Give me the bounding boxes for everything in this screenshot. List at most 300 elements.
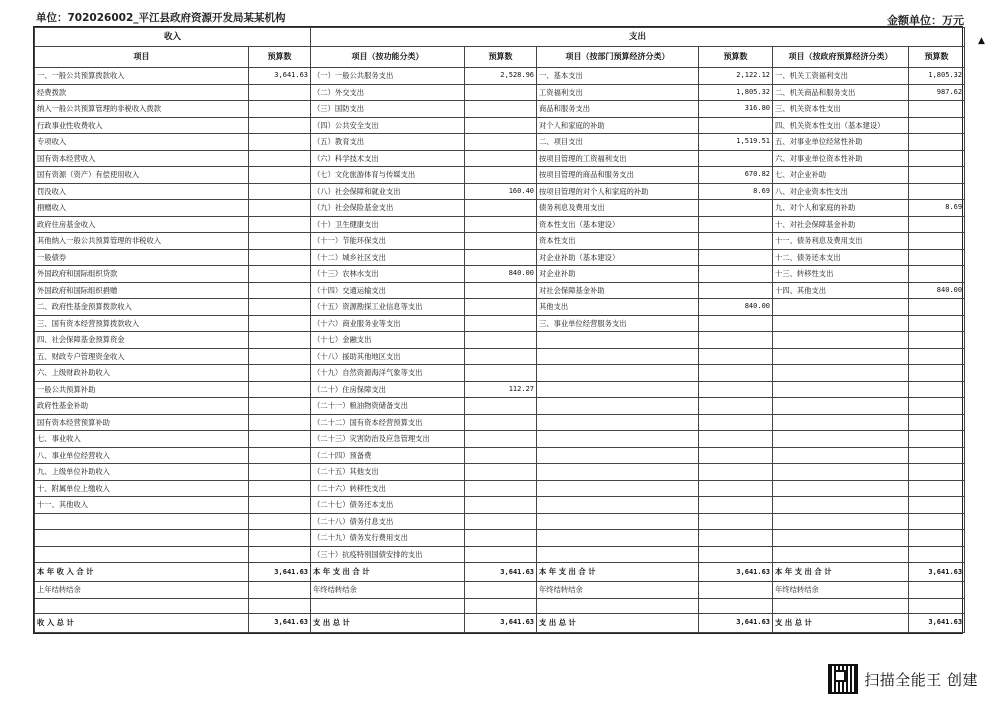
budget-value-cell: [249, 398, 311, 415]
budget-value-cell: [909, 117, 965, 134]
item-label-cell: [773, 299, 909, 316]
item-label-cell: （六）科学技术支出: [311, 150, 465, 167]
item-label-cell: [537, 414, 699, 431]
carry-out-value: [909, 582, 965, 599]
item-label-cell: 八、对企业资本性支出: [773, 183, 909, 200]
item-label-cell: 三、机关资本性支出: [773, 101, 909, 118]
budget-value-cell: [699, 398, 773, 415]
spacer-cell: [465, 598, 537, 613]
budget-value-cell: [909, 414, 965, 431]
total-expense-label: 支 出 总 计: [537, 613, 699, 632]
item-label-cell: （二十二）国有资本经营预算支出: [311, 414, 465, 431]
item-label-cell: 二、机关商品和服务支出: [773, 84, 909, 101]
budget-value-cell: [909, 216, 965, 233]
column-header: 项目: [35, 47, 249, 68]
budget-value-cell: [909, 398, 965, 415]
budget-value-cell: [465, 134, 537, 151]
unit-label: 单位：702026002_平江县政府资源开发局某某机构: [36, 12, 286, 24]
item-label-cell: （一）一般公共服务支出: [311, 68, 465, 85]
item-label-cell: 外国政府和国际组织贷款: [35, 266, 249, 283]
year-income-value: 3,641.63: [249, 563, 311, 582]
item-label-cell: 其他支出: [537, 299, 699, 316]
total-income-label: 收 入 总 计: [35, 613, 249, 632]
carryover-row: [35, 582, 965, 599]
carry-in-label: 上年结转结余: [35, 582, 249, 599]
item-label-cell: 十四、其他支出: [773, 282, 909, 299]
budget-value-cell: 840.00: [699, 299, 773, 316]
item-label-cell: 七、对企业补助: [773, 167, 909, 184]
item-label-cell: 按项目管理的工资福利支出: [537, 150, 699, 167]
budget-value-cell: [909, 101, 965, 118]
budget-value-cell: [249, 200, 311, 217]
item-label-cell: 一般公共预算补助: [35, 381, 249, 398]
scanner-watermark: [828, 664, 978, 694]
budget-value-cell: [249, 414, 311, 431]
item-label-cell: [773, 398, 909, 415]
budget-value-cell: [909, 480, 965, 497]
table-row: [35, 513, 965, 530]
item-label-cell: （二十）住房保障支出: [311, 381, 465, 398]
budget-value-cell: [465, 546, 537, 563]
budget-value-cell: [909, 365, 965, 382]
item-label-cell: 资本性支出（基本建设）: [537, 216, 699, 233]
budget-value-cell: [465, 150, 537, 167]
budget-value-cell: [249, 513, 311, 530]
item-label-cell: （二十一）粮油物资储备支出: [311, 398, 465, 415]
item-label-cell: 六、对事业单位资本性补助: [773, 150, 909, 167]
total-expense-label: 支 出 总 计: [773, 613, 909, 632]
item-label-cell: （三）国防支出: [311, 101, 465, 118]
budget-value-cell: [465, 513, 537, 530]
table-row: [35, 68, 965, 85]
item-label-cell: 经费拨款: [35, 84, 249, 101]
budget-value-cell: [465, 530, 537, 547]
budget-value-cell: [909, 348, 965, 365]
spacer-cell: [35, 598, 249, 613]
budget-value-cell: 2,528.96: [465, 68, 537, 85]
item-label-cell: [537, 480, 699, 497]
table-row: [35, 233, 965, 250]
table-row: [35, 200, 965, 217]
spacer-cell: [909, 598, 965, 613]
table-row: [35, 480, 965, 497]
item-label-cell: [537, 513, 699, 530]
item-label-cell: 二、项目支出: [537, 134, 699, 151]
year-expense-label: 本 年 支 出 合 计: [773, 563, 909, 582]
item-label-cell: 一、基本支出: [537, 68, 699, 85]
budget-value-cell: 840.00: [465, 266, 537, 283]
item-label-cell: 十二、债务还本支出: [773, 249, 909, 266]
budget-value-cell: [699, 315, 773, 332]
table-row: [35, 414, 965, 431]
table-row: [35, 464, 965, 481]
item-label-cell: 专项收入: [35, 134, 249, 151]
budget-value-cell: [699, 447, 773, 464]
budget-value-cell: [909, 299, 965, 316]
budget-value-cell: [909, 447, 965, 464]
item-label-cell: 行政事业性收费收入: [35, 117, 249, 134]
item-label-cell: 一、一般公共预算拨款收入: [35, 68, 249, 85]
budget-value-cell: [465, 480, 537, 497]
item-label-cell: [773, 497, 909, 514]
budget-value-cell: [909, 266, 965, 283]
item-label-cell: （二）外交支出: [311, 84, 465, 101]
budget-value-cell: [909, 497, 965, 514]
item-label-cell: [773, 530, 909, 547]
budget-value-cell: [465, 117, 537, 134]
budget-value-cell: 987.62: [909, 84, 965, 101]
item-label-cell: 对企业补助: [537, 266, 699, 283]
budget-value-cell: 1,519.51: [699, 134, 773, 151]
item-label-cell: （十二）城乡社区支出: [311, 249, 465, 266]
column-header: 项目（按政府预算经济分类）: [773, 47, 909, 68]
item-label-cell: 对企业补助（基本建设）: [537, 249, 699, 266]
budget-value-cell: [465, 464, 537, 481]
grand-total-row: [35, 613, 965, 632]
budget-value-cell: [909, 530, 965, 547]
table-row: [35, 282, 965, 299]
table-row: [35, 381, 965, 398]
budget-value-cell: 2,122.12: [699, 68, 773, 85]
table-row: [35, 497, 965, 514]
item-label-cell: （十四）交通运输支出: [311, 282, 465, 299]
item-label-cell: （十六）商业服务业等支出: [311, 315, 465, 332]
budget-value-cell: [699, 216, 773, 233]
column-header: 预算数: [909, 47, 965, 68]
budget-value-cell: [909, 134, 965, 151]
expense-section-title: 支出: [311, 28, 965, 47]
column-header: 预算数: [699, 47, 773, 68]
item-label-cell: 按项目管理的商品和服务支出: [537, 167, 699, 184]
item-label-cell: 二、政府性基金预算拨款收入: [35, 299, 249, 316]
item-label-cell: 债务利息及费用支出: [537, 200, 699, 217]
budget-value-cell: [465, 249, 537, 266]
item-label-cell: 外国政府和国际组织捐赠: [35, 282, 249, 299]
budget-value-cell: [909, 513, 965, 530]
table-row: [35, 134, 965, 151]
budget-value-cell: 3,641.63: [249, 68, 311, 85]
item-label-cell: 五、财政专户管理资金收入: [35, 348, 249, 365]
budget-value-cell: [249, 447, 311, 464]
budget-value-cell: [699, 381, 773, 398]
item-label-cell: 政府住房基金收入: [35, 216, 249, 233]
budget-value-cell: [699, 249, 773, 266]
item-label-cell: [773, 464, 909, 481]
item-label-cell: 其他纳入一般公共预算管理的非税收入: [35, 233, 249, 250]
budget-value-cell: 670.82: [699, 167, 773, 184]
item-label-cell: 政府性基金补助: [35, 398, 249, 415]
budget-value-cell: [699, 497, 773, 514]
section-header-row: [35, 28, 965, 47]
year-total-row: [35, 563, 965, 582]
budget-value-cell: [909, 183, 965, 200]
budget-value-cell: [249, 282, 311, 299]
year-expense-label: 本 年 支 出 合 计: [537, 563, 699, 582]
budget-value-cell: [249, 431, 311, 448]
item-label-cell: （十九）自然资源海洋气象等支出: [311, 365, 465, 382]
item-label-cell: 资本性支出: [537, 233, 699, 250]
item-label-cell: 七、事业收入: [35, 431, 249, 448]
carry-in-value: [249, 582, 311, 599]
budget-value-cell: 840.00: [909, 282, 965, 299]
item-label-cell: [537, 365, 699, 382]
item-label-cell: 国有资本经营预算补助: [35, 414, 249, 431]
budget-value-cell: [465, 315, 537, 332]
budget-value-cell: [465, 282, 537, 299]
item-label-cell: （十三）农林水支出: [311, 266, 465, 283]
spacer-cell: [537, 598, 699, 613]
item-label-cell: 十、附属单位上缴收入: [35, 480, 249, 497]
qr-code-icon: [828, 664, 858, 694]
budget-value-cell: 1,805.32: [699, 84, 773, 101]
item-label-cell: [773, 447, 909, 464]
item-label-cell: （三十）抗疫特别国债安排的支出: [311, 546, 465, 563]
budget-value-cell: [249, 84, 311, 101]
scanner-text: 扫描全能王 创建: [864, 670, 978, 689]
item-label-cell: 三、事业单位经营服务支出: [537, 315, 699, 332]
spacer-cell: [773, 598, 909, 613]
item-label-cell: [537, 332, 699, 349]
budget-value-cell: [465, 398, 537, 415]
budget-value-cell: [465, 200, 537, 217]
carry-out-value: [699, 582, 773, 599]
budget-value-cell: 160.40: [465, 183, 537, 200]
year-expense-value: 3,641.63: [909, 563, 965, 582]
item-label-cell: [537, 447, 699, 464]
total-income-value: 3,641.63: [249, 613, 311, 632]
budget-value-cell: [909, 431, 965, 448]
item-label-cell: [537, 348, 699, 365]
column-header: 项目（按部门预算经济分类）: [537, 47, 699, 68]
item-label-cell: （二十九）债务发行费用支出: [311, 530, 465, 547]
item-label-cell: 商品和服务支出: [537, 101, 699, 118]
budget-value-cell: 112.27: [465, 381, 537, 398]
income-section-title: 收入: [35, 28, 311, 47]
table-row: [35, 117, 965, 134]
budget-value-cell: [909, 150, 965, 167]
budget-value-cell: [249, 365, 311, 382]
column-header: 预算数: [465, 47, 537, 68]
budget-value-cell: 8.69: [699, 183, 773, 200]
budget-value-cell: [249, 381, 311, 398]
budget-value-cell: [465, 414, 537, 431]
item-label-cell: 十一、其他收入: [35, 497, 249, 514]
spacer-cell: [311, 598, 465, 613]
table-row: [35, 216, 965, 233]
table-row: [35, 398, 965, 415]
budget-value-cell: 1,805.32: [909, 68, 965, 85]
table-row: [35, 431, 965, 448]
item-label-cell: 五、对事业单位经常性补助: [773, 134, 909, 151]
item-label-cell: [35, 546, 249, 563]
budget-value-cell: [249, 167, 311, 184]
item-label-cell: 国有资源（资产）有偿使用收入: [35, 167, 249, 184]
budget-value-cell: [909, 167, 965, 184]
budget-value-cell: [699, 464, 773, 481]
total-expense-value: 3,641.63: [909, 613, 965, 632]
table-row: [35, 249, 965, 266]
budget-value-cell: [909, 233, 965, 250]
budget-value-cell: [699, 348, 773, 365]
item-label-cell: 十一、债务利息及费用支出: [773, 233, 909, 250]
budget-value-cell: 316.80: [699, 101, 773, 118]
item-label-cell: （九）社会保险基金支出: [311, 200, 465, 217]
budget-value-cell: [465, 101, 537, 118]
budget-value-cell: [699, 266, 773, 283]
budget-value-cell: [699, 117, 773, 134]
budget-value-cell: [249, 299, 311, 316]
budget-value-cell: [909, 546, 965, 563]
item-label-cell: 按项目管理的对个人和家庭的补助: [537, 183, 699, 200]
item-label-cell: 一般债券: [35, 249, 249, 266]
budget-value-cell: [249, 546, 311, 563]
item-label-cell: 六、上级财政补助收入: [35, 365, 249, 382]
budget-value-cell: [249, 332, 311, 349]
table-row: [35, 315, 965, 332]
total-expense-value: 3,641.63: [465, 613, 537, 632]
item-label-cell: （七）文化旅游体育与传媒支出: [311, 167, 465, 184]
item-label-cell: [537, 431, 699, 448]
column-header: 预算数: [249, 47, 311, 68]
column-header-row: [35, 47, 965, 68]
item-label-cell: [537, 398, 699, 415]
item-label-cell: 国有资本经营收入: [35, 150, 249, 167]
item-label-cell: [537, 546, 699, 563]
budget-value-cell: [465, 447, 537, 464]
budget-value-cell: [909, 332, 965, 349]
budget-table: [34, 27, 965, 633]
budget-value-cell: [249, 134, 311, 151]
item-label-cell: 九、上级单位补助收入: [35, 464, 249, 481]
table-row: [35, 332, 965, 349]
budget-value-cell: [249, 315, 311, 332]
carry-out-label: 年终结转结余: [537, 582, 699, 599]
table-row: [35, 348, 965, 365]
year-expense-value: 3,641.63: [465, 563, 537, 582]
item-label-cell: （十八）援助其他地区支出: [311, 348, 465, 365]
carry-out-label: 年终结转结余: [773, 582, 909, 599]
spacer-cell: [249, 598, 311, 613]
item-label-cell: （八）社会保障和就业支出: [311, 183, 465, 200]
item-label-cell: （二十六）转移性支出: [311, 480, 465, 497]
item-label-cell: 纳入一般公共预算管理的非税收入拨款: [35, 101, 249, 118]
item-label-cell: 对个人和家庭的补助: [537, 117, 699, 134]
budget-value-cell: [699, 332, 773, 349]
budget-value-cell: [465, 167, 537, 184]
item-label-cell: 一、机关工资福利支出: [773, 68, 909, 85]
budget-value-cell: [249, 266, 311, 283]
year-expense-label: 本 年 支 出 合 计: [311, 563, 465, 582]
item-label-cell: 十三、转移性支出: [773, 266, 909, 283]
year-expense-value: 3,641.63: [699, 563, 773, 582]
item-label-cell: （二十四）预备费: [311, 447, 465, 464]
item-label-cell: （十）卫生健康支出: [311, 216, 465, 233]
budget-value-cell: [465, 299, 537, 316]
table-row: [35, 101, 965, 118]
budget-value-cell: [909, 249, 965, 266]
budget-value-cell: [465, 233, 537, 250]
item-label-cell: （二十三）灾害防治及应急管理支出: [311, 431, 465, 448]
item-label-cell: （十七）金融支出: [311, 332, 465, 349]
table-row: [35, 546, 965, 563]
budget-value-cell: [699, 282, 773, 299]
item-label-cell: （二十七）债务还本支出: [311, 497, 465, 514]
item-label-cell: [773, 546, 909, 563]
spacer-row: [35, 598, 965, 613]
item-label-cell: （十五）资源勘探工业信息等支出: [311, 299, 465, 316]
item-label-cell: （二十五）其他支出: [311, 464, 465, 481]
budget-value-cell: [909, 464, 965, 481]
budget-value-cell: [249, 150, 311, 167]
item-label-cell: [773, 348, 909, 365]
item-label-cell: 四、社会保障基金预算资金: [35, 332, 249, 349]
item-label-cell: [537, 464, 699, 481]
column-header: 项目（按功能分类）: [311, 47, 465, 68]
budget-value-cell: [465, 431, 537, 448]
budget-value-cell: [249, 183, 311, 200]
item-label-cell: 罚没收入: [35, 183, 249, 200]
item-label-cell: 十、对社会保障基金补助: [773, 216, 909, 233]
budget-value-cell: [699, 513, 773, 530]
item-label-cell: 八、事业单位经营收入: [35, 447, 249, 464]
carry-out-label: 年终结转结余: [311, 582, 465, 599]
budget-sheet: [33, 26, 963, 634]
budget-value-cell: [249, 117, 311, 134]
budget-value-cell: 8.69: [909, 200, 965, 217]
item-label-cell: [773, 480, 909, 497]
budget-value-cell: [699, 150, 773, 167]
item-label-cell: 对社会保障基金补助: [537, 282, 699, 299]
item-label-cell: [773, 332, 909, 349]
table-row: [35, 150, 965, 167]
item-label-cell: （五）教育支出: [311, 134, 465, 151]
budget-value-cell: [699, 233, 773, 250]
item-label-cell: [773, 365, 909, 382]
budget-value-cell: [249, 216, 311, 233]
budget-value-cell: [909, 381, 965, 398]
edge-marker: ▲: [978, 36, 985, 46]
budget-value-cell: [465, 348, 537, 365]
amount-unit-label: 金额单位：万元: [887, 14, 964, 27]
item-label-cell: [35, 530, 249, 547]
table-row: [35, 266, 965, 283]
total-expense-value: 3,641.63: [699, 613, 773, 632]
item-label-cell: [773, 381, 909, 398]
budget-value-cell: [465, 216, 537, 233]
item-label-cell: 捐赠收入: [35, 200, 249, 217]
table-row: [35, 447, 965, 464]
item-label-cell: 四、机关资本性支出（基本建设）: [773, 117, 909, 134]
item-label-cell: 九、对个人和家庭的补助: [773, 200, 909, 217]
table-row: [35, 365, 965, 382]
total-expense-label: 支 出 总 计: [311, 613, 465, 632]
table-row: [35, 167, 965, 184]
item-label-cell: （二十八）债务付息支出: [311, 513, 465, 530]
budget-value-cell: [699, 431, 773, 448]
budget-value-cell: [699, 546, 773, 563]
item-label-cell: 三、国有资本经营预算拨款收入: [35, 315, 249, 332]
table-row: [35, 299, 965, 316]
budget-value-cell: [465, 332, 537, 349]
item-label-cell: [773, 431, 909, 448]
spacer-cell: [699, 598, 773, 613]
year-income-label: 本 年 收 入 合 计: [35, 563, 249, 582]
budget-value-cell: [909, 315, 965, 332]
budget-value-cell: [465, 84, 537, 101]
budget-value-cell: [465, 365, 537, 382]
budget-value-cell: [249, 348, 311, 365]
budget-value-cell: [249, 249, 311, 266]
